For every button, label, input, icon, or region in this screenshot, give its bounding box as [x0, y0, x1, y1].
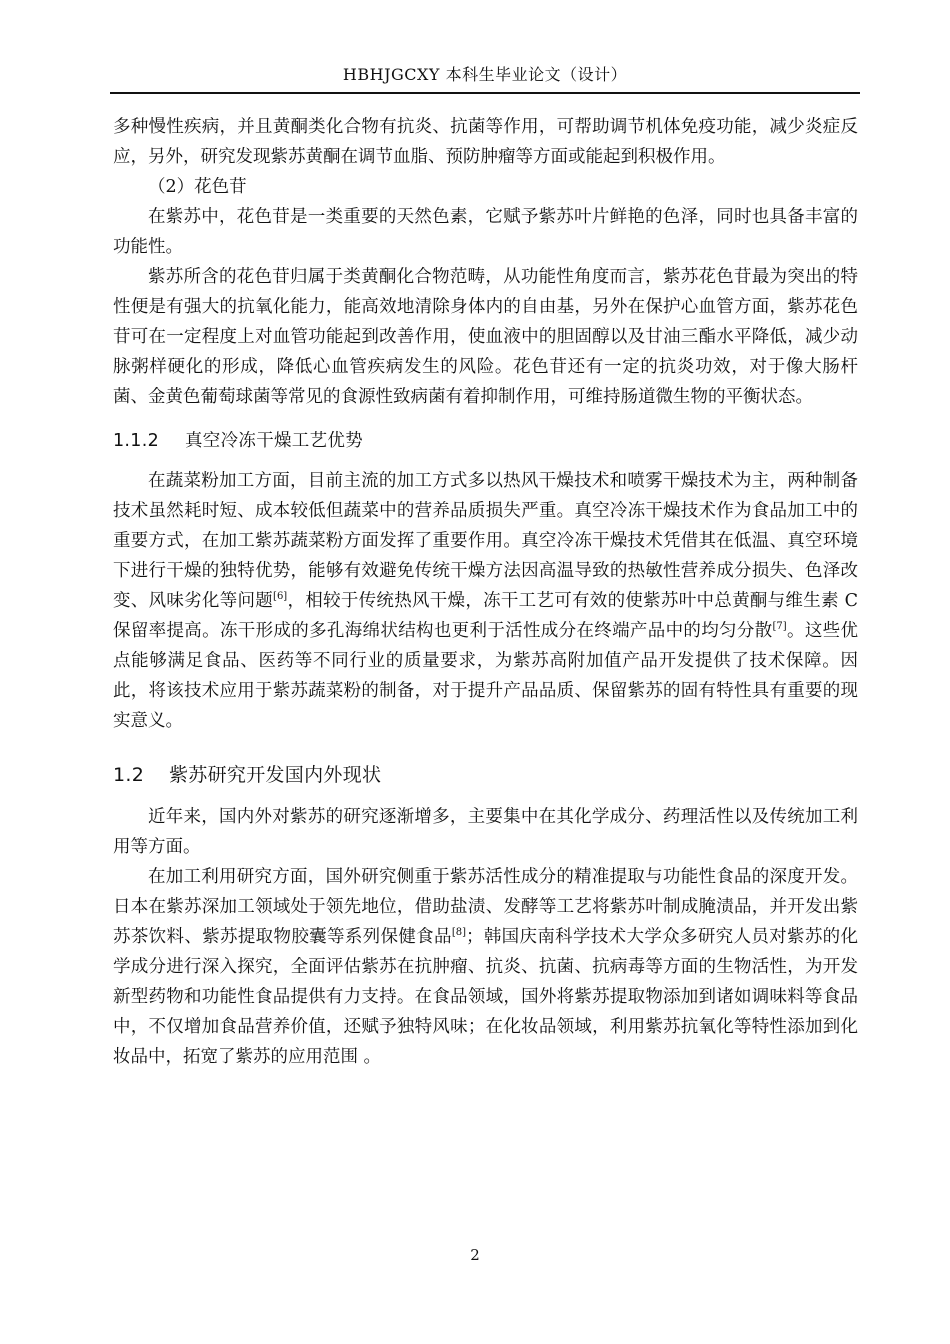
page-body — [113, 112, 858, 1072]
paragraph-anthocyanin-intro: 在紫苏中，花色苷是一类重要的天然色素，它赋予紫苏叶片鲜艳的色泽，同时也具备丰富的功能性。 — [113, 207, 858, 257]
text-segment: ，相较于传统热风干燥，冻干工艺可有效的使紫苏叶中总黄酮与维生素 C 保留率提高。冻干形成的多孔海绵状结构也更利于活性成分在终端产品中的均匀分散 — [113, 591, 858, 641]
section-heading-1-2 — [113, 758, 858, 792]
text-segment: ；韩国庆南科学技术大学众多研究人员对紫苏的化学成分进行深入探究，全面评估紫苏在抗肿瘤、抗炎、抗菌、抗病毒等方面的生物活性，为开发新型药物和功能性食品提供有力支持。在食品领域，国外将紫苏提取物添加到诸如调味料等食品中，不仅增加食品营养价值，还赋予独特风味；在化妆品领域，利用紫苏抗氧化等特性添加到化妆品中，拓宽了紫苏的应用范围 。 — [113, 927, 859, 1067]
section-title: 紫苏研究开发国内外现状 — [169, 764, 382, 786]
text-segment: 。这些优点能够满足食品、医药等不同行业的质量要求，为紫苏高附加值产品开发提供了技术保障。因此，将该技术应用于紫苏蔬菜粉的制备，对于提升产品品质、保留紫苏的固有特性具有重要的现实意义。 — [113, 621, 859, 731]
citation-7: [7] — [772, 621, 787, 632]
paragraph-processing-research — [113, 862, 858, 1072]
paragraph-anthocyanin-function: 紫苏所含的花色苷归属于类黄酮化合物范畴，从功能性角度而言，紫苏花色苷最为突出的特性便是有强大的抗氧化能力，能高效地清除身体内的自由基，另外在保护心血管方面，紫苏花色苷可在一定程度上对血管功能起到改善作用，使血液中的胆固醇以及甘油三酯水平降低，减少动脉粥样硬化的形成，降低心血管疾病发生的风险。花色苷还有一定的抗炎功效，对于像大肠杆菌、金黄色葡萄球菌等常见的食源性致病菌有着抑制作用，可维持肠道微生物的平衡状态。 — [113, 267, 858, 407]
page-number: 2 — [470, 1246, 480, 1264]
section-title: 真空冷冻干燥工艺优势 — [185, 431, 363, 451]
paragraph-flavonoid-continuation: 多种慢性疾病，并且黄酮类化合物有抗炎、抗菌等作用，可帮助调节机体免疫功能，减少炎症反应，另外，研究发现紫苏黄酮在调节血脂、预防肿瘤等方面或能起到积极作用。 — [113, 117, 858, 167]
page-header: HBHJGCXY 本科生毕业论文（设计） — [342, 65, 628, 84]
text-segment: 在加工利用研究方面，国外研究侧重于紫苏活性成分的精准提取与功能性食品的深度开发。日本在紫苏深加工领域处于领先地位，借助盐渍、发酵等工艺将紫苏叶制成腌渍品，并开发出紫苏茶饮料、紫苏提取物胶囊等系列保健食品 — [113, 867, 858, 947]
section-heading-1-1-2 — [113, 426, 858, 456]
list-item-anthocyanin: （2）花色苷 — [148, 177, 247, 197]
section-number: 1.1.2 — [113, 431, 160, 451]
paragraph-freeze-drying — [113, 466, 858, 736]
header-rule — [110, 92, 860, 94]
citation-6: [6] — [273, 591, 288, 602]
paragraph-research-overview: 近年来，国内外对紫苏的研究逐渐增多，主要集中在其化学成分、药理活性以及传统加工利用等方面。 — [113, 807, 858, 857]
section-number: 1.2 — [113, 764, 145, 786]
text-segment: 在蔬菜粉加工方面，目前主流的加工方式多以热风干燥技术和喷雾干燥技术为主，两种制备技术虽然耗时短、成本较低但蔬菜中的营养品质损失严重。真空冷冻干燥技术作为食品加工中的重要方式，在加工紫苏蔬菜粉方面发挥了重要作用。真空冷冻干燥技术凭借其在低温、真空环境下进行干燥的独特优势，能够有效避免传统干燥方法因高温导致的热敏性营养成分损失、色泽改变、风味劣化等问题 — [113, 471, 858, 611]
citation-8: [8] — [451, 927, 467, 938]
